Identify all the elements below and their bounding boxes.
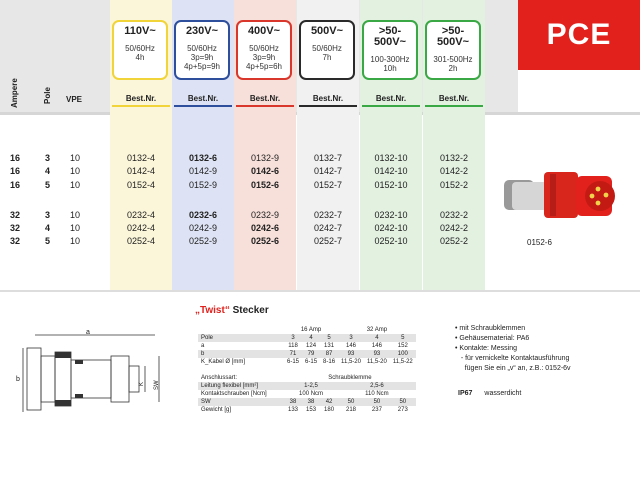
voltage-sub-line: 2h xyxy=(448,64,458,73)
voltage-title: >50-500V~ xyxy=(436,25,470,48)
spec-row xyxy=(198,382,416,390)
order-number-cell: 0152-9 xyxy=(188,180,218,190)
spec-row xyxy=(198,342,416,350)
order-number-cell: 0232-4 xyxy=(126,210,156,220)
voltage-sub-line: 4h xyxy=(135,53,145,62)
voltage-sub-line: 7h xyxy=(322,53,332,62)
order-number-cell: 0152-6 xyxy=(250,180,280,190)
vpe-cell: 10 xyxy=(70,210,81,220)
order-number-cell: 0232-7 xyxy=(313,210,343,220)
section-separator xyxy=(0,290,640,292)
voltage-box xyxy=(236,20,292,80)
spec-cell: 118 xyxy=(288,343,298,349)
order-number-cell: 0142-7 xyxy=(313,166,343,176)
spec-cell: 218 xyxy=(345,407,356,413)
spec-cell: 2,5-6 xyxy=(338,382,416,390)
voltage-box xyxy=(299,20,355,80)
order-number-cell: 0242-6 xyxy=(250,223,280,233)
voltage-sub-line: 3p=9h xyxy=(190,53,214,62)
spec-cell xyxy=(198,366,284,374)
order-number-cell: 0152-7 xyxy=(313,180,343,190)
order-number-cell: 0142-6 xyxy=(250,166,280,176)
spec-cell: 6-15 xyxy=(305,359,318,365)
order-number-cell: 0132-6 xyxy=(188,153,218,163)
order-number-cell: 0232-2 xyxy=(439,210,469,220)
voltage-sub xyxy=(301,44,353,62)
spec-cell: Gewicht [g] xyxy=(201,407,232,413)
spec-cell xyxy=(320,366,338,374)
ampere-cell: 32 xyxy=(10,236,21,246)
order-number-cell: 0152-2 xyxy=(439,180,469,190)
vpe-cell: 10 xyxy=(70,153,81,163)
order-number-cell: 0252-7 xyxy=(313,236,343,246)
spec-cell: 50 xyxy=(338,398,364,406)
feature-item: - für vernickelte Kontaktausführung xyxy=(455,355,570,362)
order-number-cell: 0232-10 xyxy=(374,210,408,220)
order-number-cell: 0142-9 xyxy=(188,166,218,176)
column-underline xyxy=(299,105,357,107)
pole-cell: 4 xyxy=(45,223,51,233)
feature-item: • mit Schraubklemmen xyxy=(455,325,526,332)
spec-cell xyxy=(198,326,284,334)
voltage-sub xyxy=(114,44,166,62)
voltage-column xyxy=(297,0,359,290)
column-underline xyxy=(174,105,232,107)
spec-cell xyxy=(338,366,364,374)
voltage-sub-line: 50/60Hz xyxy=(312,44,342,53)
spec-cell: 153 xyxy=(306,407,317,413)
order-number-header: Best.Nr. xyxy=(125,94,157,103)
order-number-header: Best.Nr. xyxy=(187,94,219,103)
spec-cell: 237 xyxy=(371,407,382,413)
voltage-title: >50-500V~ xyxy=(373,25,407,48)
spec-cell: 50 xyxy=(364,398,390,406)
order-number-cell: 0242-10 xyxy=(374,223,408,233)
voltage-column xyxy=(423,0,485,290)
spec-cell: 93 xyxy=(338,350,364,358)
spec-row xyxy=(198,398,416,406)
order-number-cell: 0252-10 xyxy=(374,236,408,246)
spec-cell xyxy=(284,366,302,374)
ip-rating xyxy=(458,390,521,397)
order-number-cell: 0242-7 xyxy=(313,223,343,233)
order-number-cell: 0152-10 xyxy=(374,180,408,190)
spec-cell: 93 xyxy=(364,350,390,358)
spec-row xyxy=(198,326,416,334)
spec-cell: Anschlussart: xyxy=(201,375,238,381)
spec-cell: 38 xyxy=(302,398,320,406)
spec-cell: 100 xyxy=(390,350,416,358)
plug-photo xyxy=(498,158,628,238)
voltage-sub-line: 50/60Hz xyxy=(187,44,217,53)
order-number-cell: 0132-2 xyxy=(439,153,469,163)
pole-cell: 3 xyxy=(45,210,51,220)
voltage-title: 230V~ xyxy=(185,25,219,37)
voltage-sub xyxy=(238,44,290,71)
pole-cell: 5 xyxy=(45,180,51,190)
spec-cell: 146 xyxy=(345,343,356,349)
order-number-cell: 0242-4 xyxy=(126,223,156,233)
order-number-cell: 0142-2 xyxy=(439,166,469,176)
order-number-cell: 0242-2 xyxy=(439,223,469,233)
spec-cell: 11,5-20 xyxy=(341,359,361,365)
drawing-label-b: b xyxy=(16,376,20,383)
brand-logo: PCE xyxy=(518,0,640,70)
spec-cell: 38 xyxy=(284,398,302,406)
spec-cell: Pole xyxy=(198,334,284,342)
order-number-cell: 0152-4 xyxy=(126,180,156,190)
spec-cell: a xyxy=(201,343,205,349)
drawing-label-sw: SW xyxy=(154,380,160,390)
order-number-cell: 0132-10 xyxy=(374,153,408,163)
spec-cell: 8-16 xyxy=(323,359,336,365)
voltage-sub xyxy=(427,55,479,73)
vpe-cell: 10 xyxy=(70,236,81,246)
pole-cell: 3 xyxy=(45,153,51,163)
spec-cell: 4 xyxy=(302,334,320,342)
spec-cell: 87 xyxy=(320,350,338,358)
voltage-sub-line: 100-300Hz xyxy=(370,55,410,64)
spec-cell: 146 xyxy=(371,343,382,349)
order-number-cell: 0132-7 xyxy=(313,153,343,163)
voltage-sub-line: 10h xyxy=(383,64,397,73)
pole-cell: 4 xyxy=(45,166,51,176)
spec-cell: 273 xyxy=(397,407,408,413)
spec-cell: 32 Amp xyxy=(366,327,388,333)
voltage-box xyxy=(362,20,418,80)
order-number-cell: 0252-9 xyxy=(188,236,218,246)
spec-row xyxy=(198,390,416,398)
spec-cell: 3 xyxy=(284,334,302,342)
column-underline xyxy=(425,105,483,107)
voltage-title: 110V~ xyxy=(124,25,156,37)
ampere-cell: 32 xyxy=(10,210,21,220)
spec-cell: 79 xyxy=(302,350,320,358)
spec-row xyxy=(198,366,416,374)
voltage-title: 400V~ xyxy=(247,25,281,37)
voltage-sub-line: 50/60Hz xyxy=(249,44,279,53)
ip-code: IP67 xyxy=(458,390,473,397)
spec-cell: 152 xyxy=(397,343,408,349)
product-title-quoted: „Twist“ xyxy=(195,305,230,316)
spec-row xyxy=(198,334,416,342)
spec-cell: b xyxy=(198,350,284,358)
voltage-box xyxy=(174,20,230,80)
feature-list xyxy=(455,324,571,374)
spec-row xyxy=(198,350,416,358)
product-title xyxy=(195,305,269,316)
product-image-label: 0152-6 xyxy=(527,238,552,247)
voltage-sub-line: 4p+5p=6h xyxy=(245,62,283,71)
ampere-cell: 16 xyxy=(10,166,21,176)
order-number-cell: 0232-6 xyxy=(188,210,218,220)
product-title-rest: Stecker xyxy=(232,305,269,316)
voltage-sub xyxy=(364,55,416,73)
spec-row xyxy=(198,358,416,366)
pole-header: Pole xyxy=(43,87,52,104)
order-number-cell: 0132-4 xyxy=(126,153,156,163)
spec-cell xyxy=(364,366,390,374)
order-number-cell: 0252-2 xyxy=(439,236,469,246)
spec-cell: 110 Ncm xyxy=(365,391,389,397)
spec-cell: 100 Ncm xyxy=(299,391,324,397)
order-number-cell: 0252-4 xyxy=(126,236,156,246)
order-number-cell: 0242-9 xyxy=(188,223,218,233)
voltage-title: 500V~ xyxy=(310,25,344,37)
spec-cell: 42 xyxy=(320,398,338,406)
order-number-header: Best.Nr. xyxy=(375,94,407,103)
dimension-drawing xyxy=(15,330,175,420)
spec-cell: 180 xyxy=(324,407,335,413)
voltage-sub-line: 3p=9h xyxy=(252,53,276,62)
spec-cell: 11,5-20 xyxy=(366,359,387,365)
spec-cell: 133 xyxy=(288,407,299,413)
ampere-header: Ampere xyxy=(10,78,19,108)
order-number-header: Best.Nr. xyxy=(312,94,344,103)
voltage-box xyxy=(425,20,481,80)
column-underline xyxy=(236,105,294,107)
spec-cell: 3 xyxy=(338,334,364,342)
drawing-label-a: a xyxy=(86,329,90,336)
voltage-column xyxy=(360,0,422,290)
spec-cell: K_Kabel Ø [mm] xyxy=(201,359,246,365)
column-underline xyxy=(112,105,170,107)
drawing-label-k: K xyxy=(139,381,145,386)
spec-cell: 6-15 xyxy=(287,359,300,365)
order-number-header: Best.Nr. xyxy=(249,94,281,103)
spec-cell: Leitung flexibel [mm²] xyxy=(198,382,284,390)
vpe-header: VPE xyxy=(66,95,83,104)
column-underline xyxy=(362,105,420,107)
spec-cell: Kontaktschrauben [Ncm] xyxy=(201,391,267,397)
voltage-sub-line: 301-500Hz xyxy=(433,55,473,64)
voltage-column xyxy=(110,0,172,290)
spec-cell: Schraubklemme xyxy=(328,375,372,381)
order-number-cell: 0232-9 xyxy=(250,210,280,220)
voltage-box xyxy=(112,20,168,80)
vpe-cell: 10 xyxy=(70,180,81,190)
spec-cell: 71 xyxy=(284,350,302,358)
voltage-sub xyxy=(176,44,228,71)
voltage-column xyxy=(172,0,234,290)
spec-cell: 11,5-22 xyxy=(392,359,413,365)
ampere-cell: 16 xyxy=(10,180,21,190)
order-number-header: Best.Nr. xyxy=(438,94,470,103)
spec-row xyxy=(198,406,416,414)
vpe-cell: 10 xyxy=(70,223,81,233)
feature-item: • Kontakte: Messing xyxy=(455,345,517,352)
ampere-cell: 32 xyxy=(10,223,21,233)
spec-cell: 16 Amp xyxy=(300,327,322,333)
feature-item: fügen Sie ein „v“ an, z.B.: 0152-6v xyxy=(455,365,571,372)
order-number-cell: 0252-6 xyxy=(250,236,280,246)
spec-cell: 124 xyxy=(306,343,317,349)
voltage-sub-line: 50/60Hz xyxy=(125,44,155,53)
spec-cell: 5 xyxy=(390,334,416,342)
pole-cell: 5 xyxy=(45,236,51,246)
vpe-cell: 10 xyxy=(70,166,81,176)
spec-cell xyxy=(390,366,416,374)
ampere-cell: 16 xyxy=(10,153,21,163)
spec-cell: 50 xyxy=(390,398,416,406)
spec-table xyxy=(198,326,416,414)
order-number-cell: 0142-10 xyxy=(374,166,408,176)
spec-cell: SW xyxy=(198,398,284,406)
order-number-cell: 0132-9 xyxy=(250,153,280,163)
spec-cell: 4 xyxy=(364,334,390,342)
spec-cell: 131 xyxy=(324,343,335,349)
spec-cell: 1-2,5 xyxy=(284,382,338,390)
voltage-column xyxy=(234,0,296,290)
spec-cell xyxy=(302,366,320,374)
ip-text: wasserdicht xyxy=(484,390,522,397)
spec-cell: 5 xyxy=(320,334,338,342)
order-number-cell: 0142-4 xyxy=(126,166,156,176)
voltage-sub-line: 4p+5p=9h xyxy=(183,62,221,71)
feature-item: • Gehäusematerial: PA6 xyxy=(455,335,530,342)
spec-row xyxy=(198,374,416,382)
